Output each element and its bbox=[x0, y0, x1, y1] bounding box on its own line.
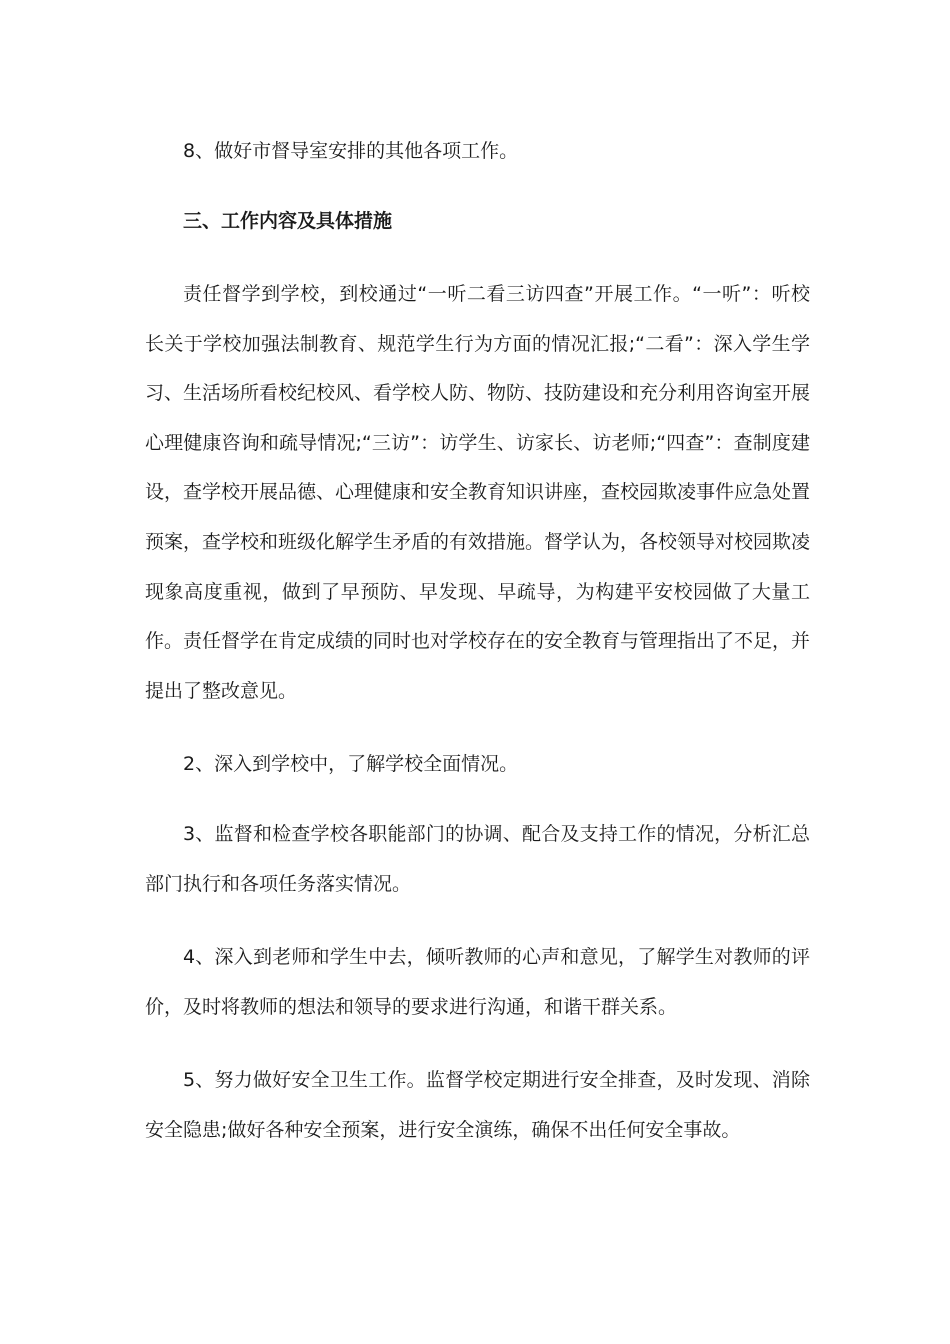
paragraph-item-4: 4、深入到老师和学生中去，倾听教师的心声和意见，了解学生对教师的评价，及时将教师的想法和领导的要求进行沟通，和谐干群关系。 bbox=[145, 946, 810, 1018]
section-heading-3: 三、工作内容及具体措施 bbox=[183, 210, 393, 232]
paragraph-item-5: 5、努力做好安全卫生工作。监督学校定期进行安全排查，及时发现、消除安全隐患;做好各种安全预案，进行安全演练，确保不出任何安全事故。 bbox=[145, 1069, 810, 1141]
paragraph-item-8: 8、做好市督导室安排的其他各项工作。 bbox=[183, 140, 519, 162]
paragraph-intro: 责任督学到学校，到校通过“一听二看三访四查”开展工作。“一听”：听校长关于学校加强法制教育、规范学生行为方面的情况汇报;“二看”：深入学生学习、生活场所看校纪校风、看学校人防、物防、技防建设和充分利用咨询室开展心理健康咨询和疏导情况;“三访”：访学生、访家长、访老师;“四查”：查制度建设，查学校开展品德、心理健康和安全教育知识讲座，查校园欺凌事件应急处置预案，查学校和班级化解学生矛盾的有效措施。督学认为，各校领导对校园欺凌现象高度重视，做到了早预防、早发现、早疏导，为构建平安校园做了大量工作。责任督学在肯定成绩的同时也对学校存在的安全教育与管理指出了不足，并提出了整改意见。 bbox=[145, 283, 811, 702]
paragraph-item-2: 2、深入到学校中，了解学校全面情况。 bbox=[183, 753, 519, 775]
paragraph-item-3: 3、监督和检查学校各职能部门的协调、配合及支持工作的情况，分析汇总部门执行和各项任务落实情况。 bbox=[145, 823, 810, 895]
